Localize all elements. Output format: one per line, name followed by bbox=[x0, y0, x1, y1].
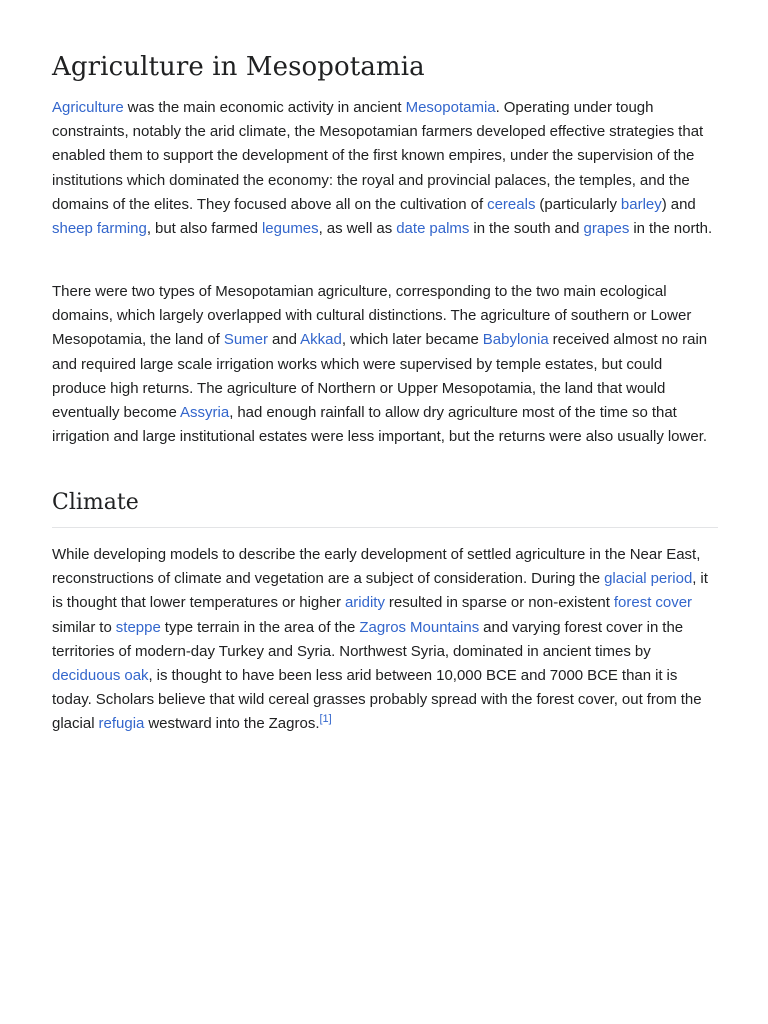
text-span: , it is thought that lower temperatures or higher bbox=[52, 570, 708, 612]
climate-paragraph bbox=[52, 543, 718, 737]
link-babylonia[interactable]: Babylonia bbox=[482, 331, 549, 349]
text-span: westward into the Zagros. bbox=[144, 715, 320, 733]
link-mesopotamia[interactable]: Mesopotamia bbox=[405, 99, 496, 116]
text-span: was the main economic activity in ancient bbox=[123, 99, 406, 116]
link-akkad[interactable]: Akkad bbox=[300, 331, 342, 349]
link-deciduous-oak[interactable]: deciduous oak bbox=[52, 667, 149, 685]
link-forest-cover[interactable]: forest cover bbox=[613, 594, 693, 612]
link-date-palms[interactable]: date palms bbox=[396, 220, 470, 238]
intro-paragraph-1 bbox=[52, 96, 718, 241]
text-span: similar to bbox=[52, 618, 116, 636]
link-refugia[interactable]: refugia bbox=[98, 715, 145, 733]
link-sumer[interactable]: Sumer bbox=[223, 331, 268, 349]
text-span: , had enough rainfall to allow dry agriculture most of the time so that irrigation and large institutional estates were less important, but the returns were also usually lower. bbox=[52, 404, 708, 446]
link-barley[interactable]: barley bbox=[620, 195, 662, 213]
text-span: , which later became bbox=[341, 331, 483, 349]
text-span: ) and bbox=[661, 195, 696, 213]
section-heading-climate: Climate bbox=[52, 490, 718, 528]
page-title: Agriculture in Mesopotamia bbox=[52, 52, 425, 82]
link-legumes[interactable]: legumes bbox=[261, 220, 319, 238]
text-span: in the north. bbox=[629, 220, 713, 238]
link-assyria[interactable]: Assyria bbox=[180, 404, 230, 422]
text-span: resulted in sparse or non-existent bbox=[384, 594, 614, 612]
text-span: , is thought to have been less arid between 10,000 BCE and 7000 BCE than it is today. Scholars believe that wild cereal grasses probably spread with the forest cover, out from the glacial bbox=[52, 667, 702, 733]
link-zagros-mountains[interactable]: Zagros Mountains bbox=[359, 618, 480, 636]
link-sheep-farming[interactable]: sheep farming bbox=[52, 220, 147, 238]
text-span: While developing models to describe the early development of settled agriculture in the Near East, reconstructions of climate and vegetation are a subject of consideration. During the bbox=[52, 546, 701, 588]
text-span: . Operating under tough constraints, notably the arid climate, the Mesopotamian farmers developed effective strategies that enabled them to support the development of the first known empires, under the supervision of the institutions which dominated the economy: the royal and provincial palaces, the temples, and the domains of the elites. They focused above all on the cultivation of bbox=[52, 99, 704, 213]
link-cereals[interactable]: cereals bbox=[487, 195, 536, 213]
link-grapes[interactable]: grapes bbox=[583, 220, 630, 238]
link-steppe[interactable]: steppe bbox=[115, 618, 161, 636]
intro-paragraph-2 bbox=[52, 280, 718, 449]
link-agriculture[interactable]: Agriculture bbox=[52, 99, 124, 116]
text-span: , but also farmed bbox=[146, 220, 262, 238]
text-span: There were two types of Mesopotamian agriculture, corresponding to the two main ecological domains, which largely overlapped with cultural distinctions. The agriculture of southern or Lower Mesopotamia, the land of bbox=[52, 283, 692, 349]
text-span: (particularly bbox=[535, 195, 621, 213]
text-span: type terrain in the area of the bbox=[160, 618, 360, 636]
link-aridity[interactable]: aridity bbox=[344, 594, 385, 612]
text-span: and varying forest cover in the territories of modern-day Turkey and Syria. Northwest Syria, dominated in ancient times by bbox=[52, 618, 684, 660]
text-span: received almost no rain and required large scale irrigation works which were supervised by temple estates, but could produce high returns. The agriculture of Northern or Upper Mesopotamia, the land that would eventually become bbox=[52, 331, 708, 422]
text-span: in the south and bbox=[469, 220, 584, 238]
text-span: and bbox=[268, 331, 301, 349]
reference-link-1[interactable]: [1] bbox=[319, 713, 332, 726]
text-span: , as well as bbox=[318, 220, 397, 238]
link-glacial-period[interactable]: glacial period bbox=[604, 570, 693, 588]
